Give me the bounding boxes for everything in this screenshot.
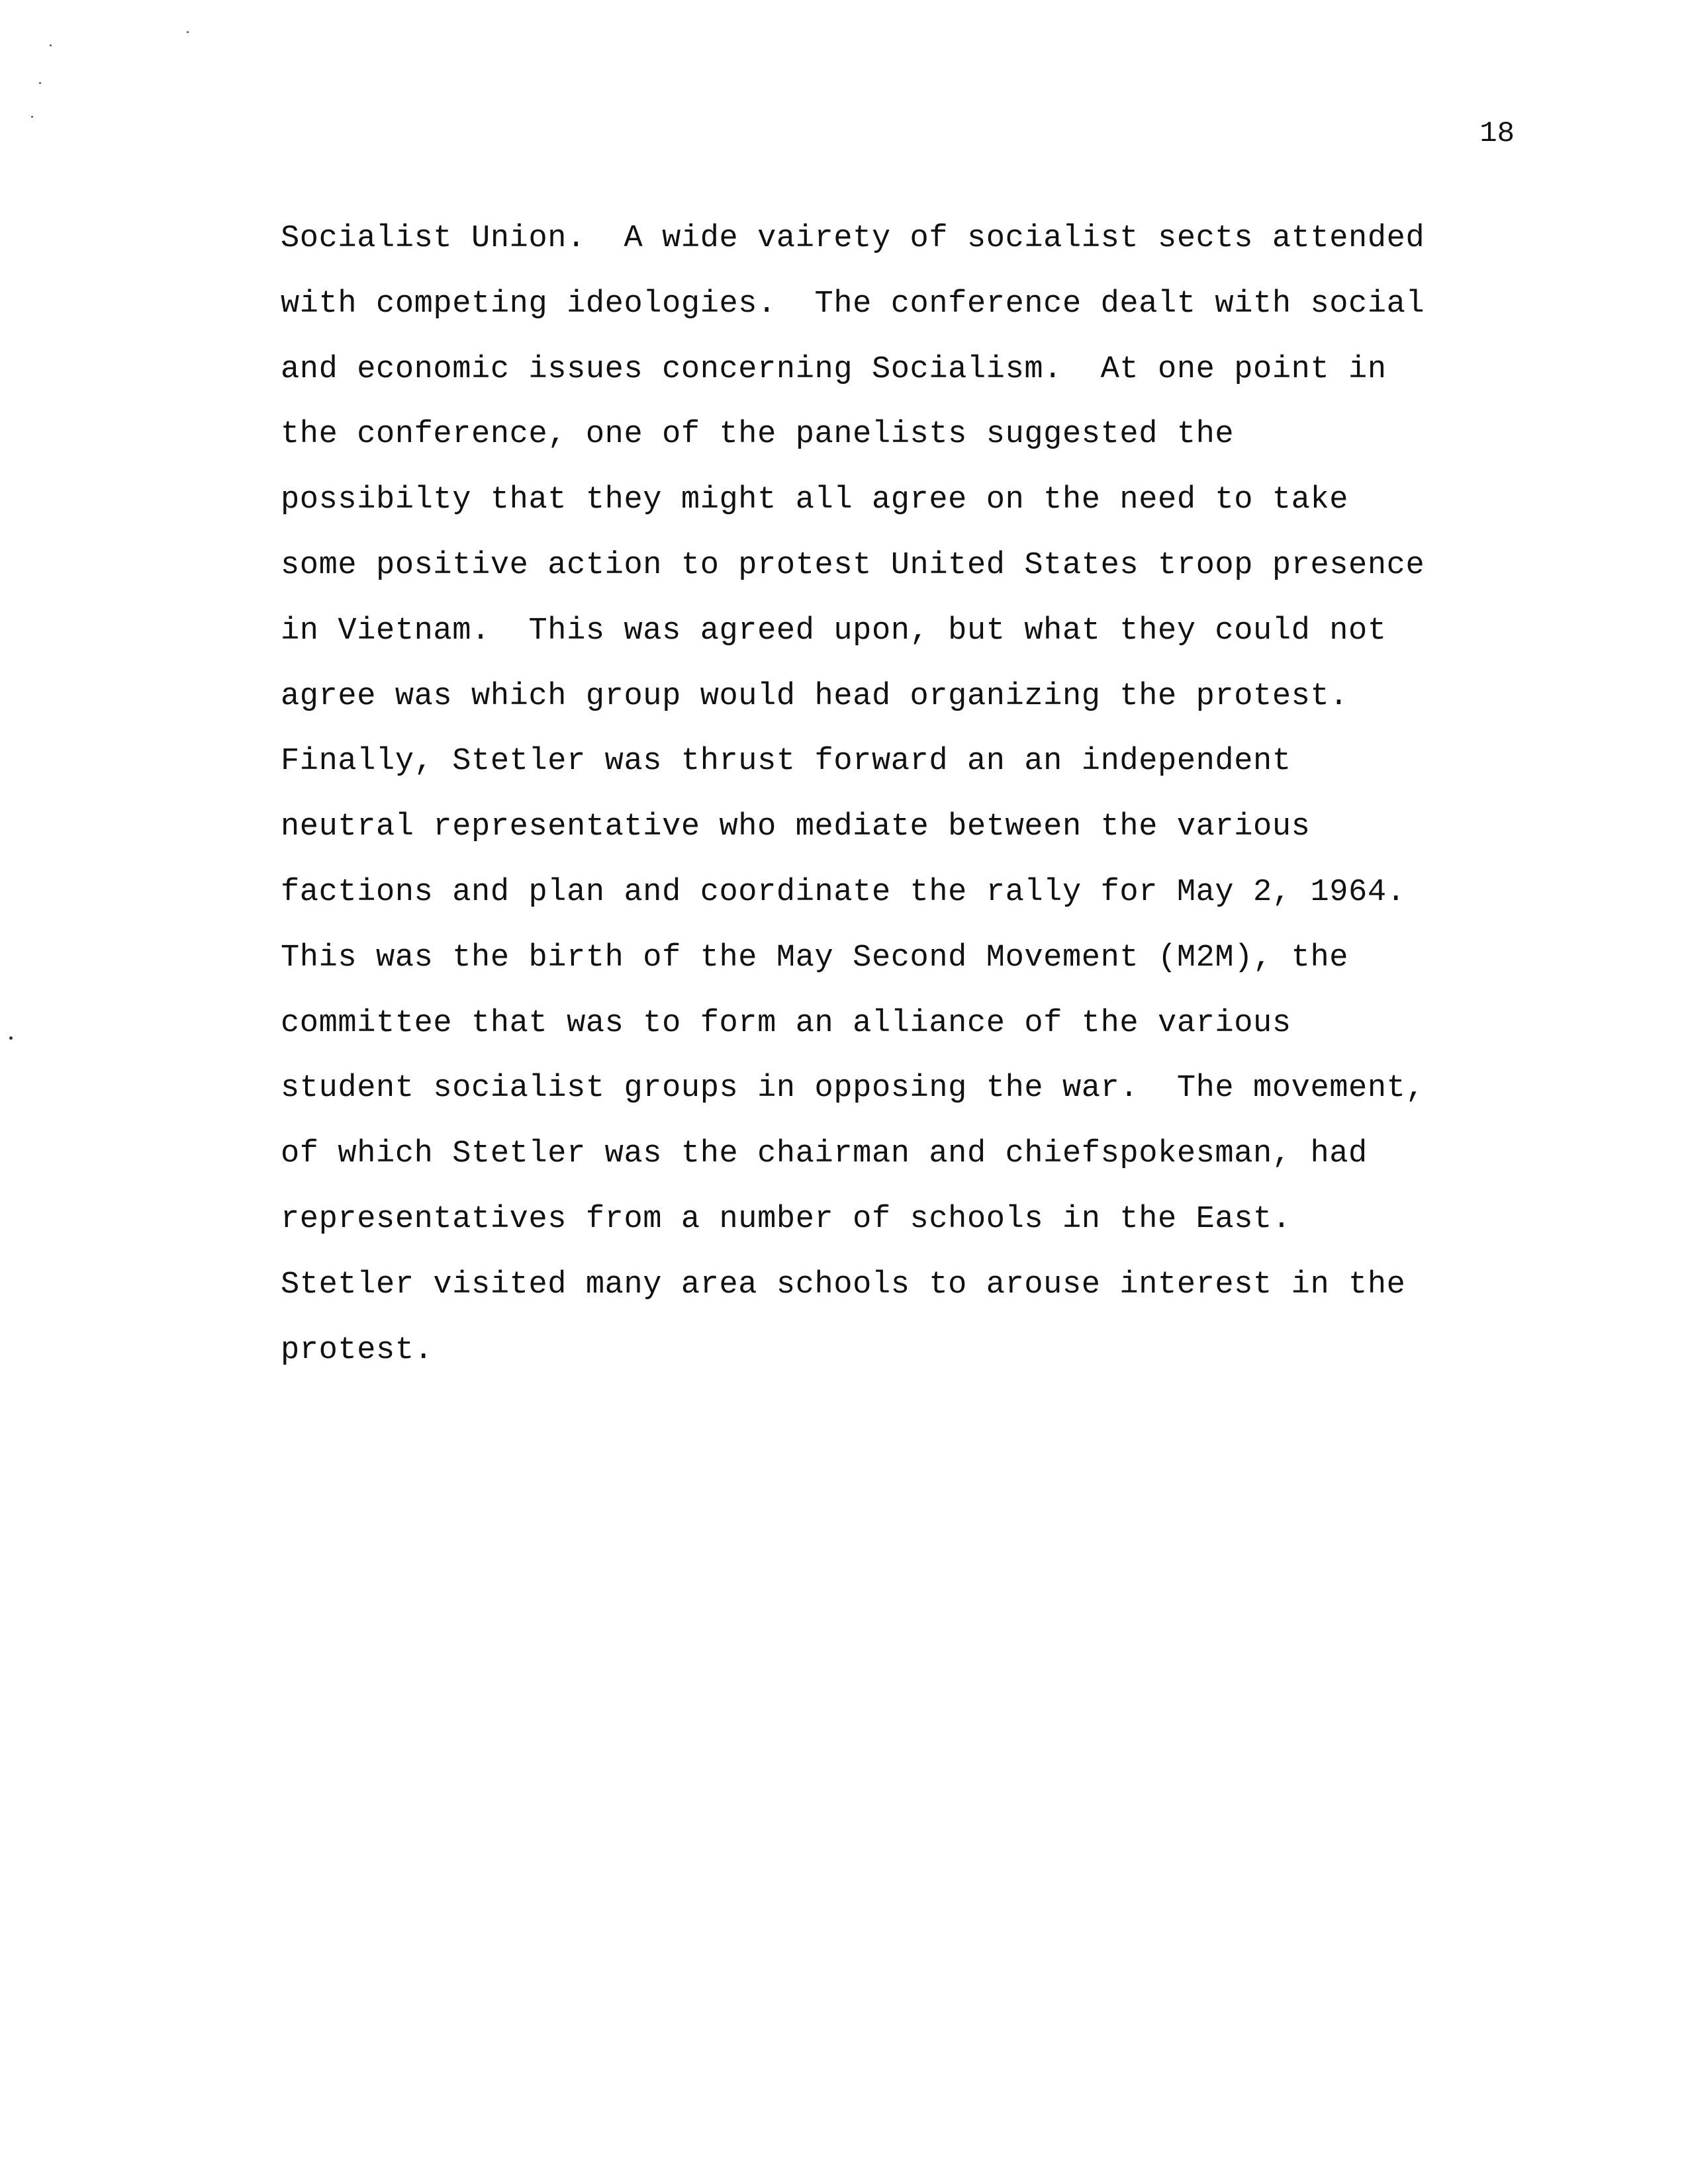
text-line: committee that was to form an alliance of the various [281,1005,1291,1041]
text-line: in Vietnam. This was agreed upon, but what they could not [281,613,1387,649]
scan-speck [31,116,33,118]
text-line: This was the birth of the May Second Movement (M2M), the [281,940,1349,976]
text-line: Finally, Stetler was thrust forward an an independent [281,744,1291,780]
text-line: factions and plan and coordinate the rally for May 2, 1964. [281,874,1406,910]
page-number: 18 [1479,117,1515,150]
scan-speck [187,31,189,33]
text-line: Stetler visited many area schools to arouse interest in the [281,1267,1406,1302]
text-line: Socialist Union. A wide vairety of socialist sects attended [281,221,1425,256]
text-line: protest. [281,1332,434,1368]
text-line: neutral representative who mediate between the various [281,809,1311,845]
text-line: agree was which group would head organizing the protest. [281,678,1349,714]
text-line: of which Stetler was the chairman and chiefspokesman, had [281,1136,1368,1172]
scan-speck [50,44,52,46]
text-line: some positive action to protest United States troop presence [281,547,1425,583]
text-line: representatives from a number of schools in the East. [281,1201,1291,1237]
text-line: and economic issues concerning Socialism. At one point in [281,351,1387,387]
scan-speck [39,82,41,84]
text-line: possibilty that they might all agree on the need to take [281,482,1349,518]
text-line: the conference, one of the panelists suggested the [281,417,1235,453]
scan-speck [9,1036,13,1040]
body-text [281,206,1525,1383]
text-line: with competing ideologies. The conference dealt with social [281,286,1425,322]
text-line: student socialist groups in opposing the war. The movement, [281,1071,1425,1107]
